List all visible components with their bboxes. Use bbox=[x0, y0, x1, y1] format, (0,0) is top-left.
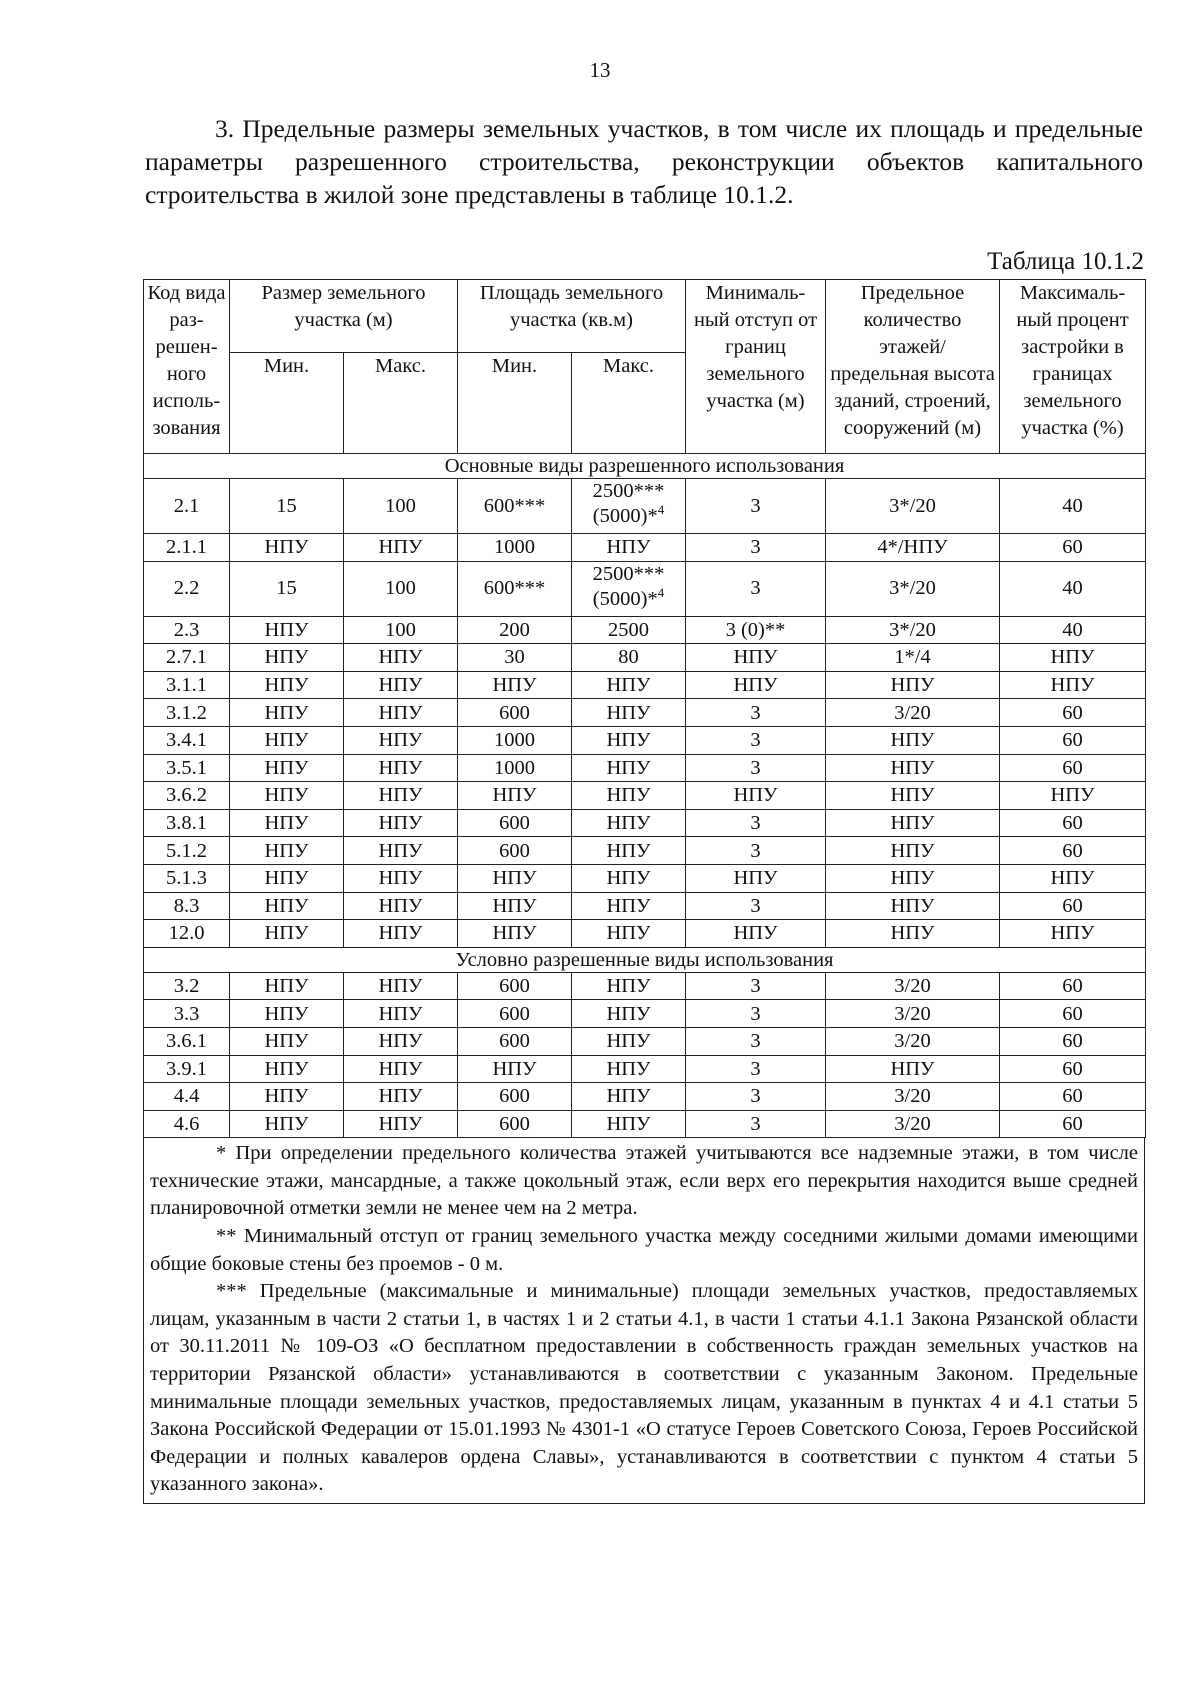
table-row bbox=[144, 864, 1146, 892]
cell-area-max: НПУ bbox=[572, 1083, 686, 1111]
cell-coverage: НПУ bbox=[1000, 671, 1146, 699]
cell-area-max: НПУ bbox=[572, 534, 686, 562]
footnote-setback: ** Минимальный отступ от границ земельного участка между соседними жилыми домами имеющими общие боковые стены без проемов - 0 м. bbox=[150, 1225, 1138, 1275]
cell-area-max: НПУ bbox=[572, 864, 686, 892]
cell-code: 3.1.1 bbox=[144, 671, 230, 699]
cell-area-min: 30 bbox=[458, 644, 572, 672]
cell-floors: 3*/20 bbox=[826, 616, 1000, 644]
table-row bbox=[144, 534, 1146, 562]
cell-area-min: 600*** bbox=[458, 561, 572, 616]
cell-setback: 3 bbox=[686, 972, 826, 1000]
cell-setback: 3 bbox=[686, 561, 826, 616]
cell-setback: 3 bbox=[686, 1110, 826, 1138]
cell-code: 3.4.1 bbox=[144, 726, 230, 754]
cell-size-max: НПУ bbox=[344, 837, 458, 865]
table-row bbox=[144, 972, 1146, 1000]
cell-code: 12.0 bbox=[144, 920, 230, 948]
cell-area-min: 600*** bbox=[458, 479, 572, 534]
cell-code: 4.6 bbox=[144, 1110, 230, 1138]
cell-setback: НПУ bbox=[686, 864, 826, 892]
cell-size-min: НПУ bbox=[230, 782, 344, 810]
cell-area-min: 600 bbox=[458, 837, 572, 865]
cell-code: 3.6.2 bbox=[144, 782, 230, 810]
table-caption: Таблица 10.1.2 bbox=[987, 248, 1144, 275]
footnote-mark: 4 bbox=[657, 584, 665, 600]
cell-size-max: 100 bbox=[344, 561, 458, 616]
cell-code: 3.8.1 bbox=[144, 809, 230, 837]
header-size: Размер земельного участка (м) bbox=[230, 280, 458, 353]
table-row bbox=[144, 920, 1146, 948]
cell-code: 3.3 bbox=[144, 1000, 230, 1028]
cell-coverage: 60 bbox=[1000, 699, 1146, 727]
table-row bbox=[144, 671, 1146, 699]
cell-area-min: 600 bbox=[458, 1083, 572, 1111]
header-size-min: Мин. bbox=[230, 353, 344, 454]
cell-area-max: 80 bbox=[572, 644, 686, 672]
cell-floors: НПУ bbox=[826, 671, 1000, 699]
cell-setback: 3 bbox=[686, 809, 826, 837]
table-row bbox=[144, 809, 1146, 837]
table-row bbox=[144, 837, 1146, 865]
cell-size-max: НПУ bbox=[344, 1000, 458, 1028]
cell-area-max: НПУ bbox=[572, 1000, 686, 1028]
cell-code: 2.3 bbox=[144, 616, 230, 644]
cell-floors: 3/20 bbox=[826, 1000, 1000, 1028]
cell-setback: НПУ bbox=[686, 920, 826, 948]
cell-floors: 3/20 bbox=[826, 1110, 1000, 1138]
cell-setback: 3 bbox=[686, 699, 826, 727]
cell-coverage: 60 bbox=[1000, 1027, 1146, 1055]
cell-coverage: 60 bbox=[1000, 1055, 1146, 1083]
cell-size-max: НПУ bbox=[344, 864, 458, 892]
table-row bbox=[144, 726, 1146, 754]
cell-floors: НПУ bbox=[826, 782, 1000, 810]
cell-size-max: НПУ bbox=[344, 1027, 458, 1055]
cell-setback: 3 bbox=[686, 754, 826, 782]
cell-code: 2.2 bbox=[144, 561, 230, 616]
cell-floors: НПУ bbox=[826, 809, 1000, 837]
table-row bbox=[144, 1055, 1146, 1083]
header-area-max: Макс. bbox=[572, 353, 686, 454]
cell-area-max: НПУ bbox=[572, 1110, 686, 1138]
cell-size-min: НПУ bbox=[230, 864, 344, 892]
cell-area-max: 2500 bbox=[572, 616, 686, 644]
cell-area-max-alt bbox=[574, 504, 683, 529]
cell-floors: НПУ bbox=[826, 920, 1000, 948]
cell-coverage: 40 bbox=[1000, 561, 1146, 616]
cell-floors: НПУ bbox=[826, 864, 1000, 892]
cell-size-min: НПУ bbox=[230, 1083, 344, 1111]
cell-setback: НПУ bbox=[686, 782, 826, 810]
cell-area-min: НПУ bbox=[458, 892, 572, 920]
footnote-mark: 4 bbox=[657, 502, 665, 518]
cell-coverage: 60 bbox=[1000, 809, 1146, 837]
header-floors: Предельное количество этажей/ предельная высота зданий, строений, сооружений (м) bbox=[826, 280, 1000, 454]
cell-area-min: 600 bbox=[458, 1027, 572, 1055]
header-size-max: Макс. bbox=[344, 353, 458, 454]
cell-size-max: НПУ bbox=[344, 671, 458, 699]
cell-code: 2.7.1 bbox=[144, 644, 230, 672]
cell-coverage: НПУ bbox=[1000, 920, 1146, 948]
table-row bbox=[144, 892, 1146, 920]
cell-area-max-alt bbox=[574, 584, 683, 612]
cell-area-min: 200 bbox=[458, 616, 572, 644]
cell-area-max: НПУ bbox=[572, 1027, 686, 1055]
table-row bbox=[144, 561, 1146, 616]
table-body bbox=[144, 454, 1146, 1138]
cell-size-max: 100 bbox=[344, 616, 458, 644]
cell-area-min: НПУ bbox=[458, 782, 572, 810]
cell-area-max-alt-value: (5000)* bbox=[592, 505, 658, 527]
cell-code: 3.5.1 bbox=[144, 754, 230, 782]
cell-size-max: НПУ bbox=[344, 644, 458, 672]
cell-code: 3.6.1 bbox=[144, 1027, 230, 1055]
cell-size-min: НПУ bbox=[230, 1027, 344, 1055]
page-number: 13 bbox=[589, 58, 611, 82]
cell-code: 2.1 bbox=[144, 479, 230, 534]
cell-size-max: НПУ bbox=[344, 892, 458, 920]
cell-coverage: 60 bbox=[1000, 892, 1146, 920]
cell-setback: 3 bbox=[686, 534, 826, 562]
cell-size-min: НПУ bbox=[230, 671, 344, 699]
header-area-min: Мин. bbox=[458, 353, 572, 454]
cell-coverage: 60 bbox=[1000, 754, 1146, 782]
cell-coverage: 60 bbox=[1000, 1000, 1146, 1028]
header-setback: Минималь-ный отступ от границ земельного участка (м) bbox=[686, 280, 826, 454]
cell-coverage: НПУ bbox=[1000, 782, 1146, 810]
cell-code: 4.4 bbox=[144, 1083, 230, 1111]
cell-coverage: НПУ bbox=[1000, 644, 1146, 672]
cell-area-max: НПУ bbox=[572, 837, 686, 865]
cell-setback: НПУ bbox=[686, 644, 826, 672]
cell-size-max: НПУ bbox=[344, 920, 458, 948]
cell-size-min: НПУ bbox=[230, 1055, 344, 1083]
cell-floors: 1*/4 bbox=[826, 644, 1000, 672]
cell-size-max: НПУ bbox=[344, 699, 458, 727]
cell-area-min: 600 bbox=[458, 699, 572, 727]
cell-size-min: НПУ bbox=[230, 534, 344, 562]
cell-size-min: НПУ bbox=[230, 892, 344, 920]
intro-paragraph: 3. Предельные размеры земельных участков, в том числе их площадь и предельные параметры разрешенного строительства, реконструкции объектов капитального строительства в жилой зоне представлены в таблице 10.1.2. bbox=[145, 114, 1143, 209]
cell-area-max: НПУ bbox=[572, 972, 686, 1000]
cell-setback: 3 bbox=[686, 892, 826, 920]
cell-area-min: 600 bbox=[458, 1000, 572, 1028]
cell-code: 3.9.1 bbox=[144, 1055, 230, 1083]
cell-size-min: НПУ bbox=[230, 699, 344, 727]
table-row bbox=[144, 782, 1146, 810]
cell-area-min: НПУ bbox=[458, 1055, 572, 1083]
cell-floors: НПУ bbox=[826, 726, 1000, 754]
cell-coverage: 60 bbox=[1000, 726, 1146, 754]
cell-area-min: 600 bbox=[458, 1110, 572, 1138]
cell-size-min: НПУ bbox=[230, 644, 344, 672]
table-row bbox=[144, 1083, 1146, 1111]
table-row bbox=[144, 1000, 1146, 1028]
cell-floors: НПУ bbox=[826, 754, 1000, 782]
cell-area-max bbox=[572, 479, 686, 534]
footnotes bbox=[143, 1138, 1145, 1504]
cell-area-max: НПУ bbox=[572, 754, 686, 782]
cell-floors: 3/20 bbox=[826, 972, 1000, 1000]
cell-setback: 3 bbox=[686, 837, 826, 865]
cell-size-max: НПУ bbox=[344, 754, 458, 782]
cell-setback: 3 bbox=[686, 1027, 826, 1055]
cell-coverage: 60 bbox=[1000, 972, 1146, 1000]
cell-coverage: 60 bbox=[1000, 837, 1146, 865]
cell-code: 8.3 bbox=[144, 892, 230, 920]
cell-size-max: НПУ bbox=[344, 782, 458, 810]
cell-area-min: 600 bbox=[458, 809, 572, 837]
cell-coverage: 60 bbox=[1000, 1083, 1146, 1111]
cell-size-max: НПУ bbox=[344, 972, 458, 1000]
cell-setback: 3 bbox=[686, 1055, 826, 1083]
cell-area-max: НПУ bbox=[572, 892, 686, 920]
cell-size-max: НПУ bbox=[344, 809, 458, 837]
cell-code: 5.1.2 bbox=[144, 837, 230, 865]
cell-area-max: НПУ bbox=[572, 726, 686, 754]
header-coverage: Максималь-ный процент застройки в границах земельного участка (%) bbox=[1000, 280, 1146, 454]
table-row bbox=[144, 644, 1146, 672]
cell-area-max: НПУ bbox=[572, 782, 686, 810]
cell-size-min: НПУ bbox=[230, 809, 344, 837]
cell-area-max: НПУ bbox=[572, 920, 686, 948]
cell-floors: 3/20 bbox=[826, 1027, 1000, 1055]
cell-size-max: НПУ bbox=[344, 1110, 458, 1138]
cell-size-min: 15 bbox=[230, 479, 344, 534]
table-row bbox=[144, 699, 1146, 727]
cell-area-min: НПУ bbox=[458, 920, 572, 948]
cell-size-min: 15 bbox=[230, 561, 344, 616]
section-title: Условно разрешенные виды использования bbox=[144, 947, 1146, 972]
cell-floors: 3/20 bbox=[826, 699, 1000, 727]
cell-size-max: 100 bbox=[344, 479, 458, 534]
footnote-area: *** Предельные (максимальные и минимальные) площади земельных участков, предоставляемых лицам, указанным в части 2 статьи 1, в частях 1 и 2 статьи 4.1, в части 1 статьи 4.1.1 Закона Рязанской области от 30.11.2011 № 109-ОЗ «О бесплатном предоставлении в собственность граждан земельных участков на территории Рязанской области» устанавливаются в соответствии с указанным Законом. Предельные минимальные площади земельных участков, предоставляемых лицам, указанным в пунктах 4 и 4.1 статьи 5 Закона Российской Федерации от 15.01.1993 № 4301-1 «О статусе Героев Советского Союза, Героев Российской Федерации и полных кавалеров ордена Славы», устанавливаются в соответствии с пунктом 4 статьи 5 указанного закона». bbox=[150, 1280, 1138, 1496]
table-row bbox=[144, 754, 1146, 782]
cell-area-max: НПУ bbox=[572, 671, 686, 699]
cell-area-min: 1000 bbox=[458, 534, 572, 562]
cell-area-max-value: 2500*** bbox=[592, 480, 665, 502]
cell-floors: НПУ bbox=[826, 837, 1000, 865]
cell-area-min: 600 bbox=[458, 972, 572, 1000]
cell-setback: 3 (0)** bbox=[686, 616, 826, 644]
cell-code: 3.2 bbox=[144, 972, 230, 1000]
cell-area-max: НПУ bbox=[572, 809, 686, 837]
table-row bbox=[144, 1110, 1146, 1138]
parameters-table bbox=[143, 279, 1146, 1138]
cell-size-min: НПУ bbox=[230, 1110, 344, 1138]
cell-area-min: НПУ bbox=[458, 864, 572, 892]
cell-coverage: 40 bbox=[1000, 616, 1146, 644]
cell-floors: 3/20 bbox=[826, 1083, 1000, 1111]
cell-coverage: НПУ bbox=[1000, 864, 1146, 892]
cell-area-min: 1000 bbox=[458, 726, 572, 754]
cell-code: 3.1.2 bbox=[144, 699, 230, 727]
table-row bbox=[144, 479, 1146, 534]
cell-area-max-alt-value: (5000)* bbox=[592, 587, 658, 610]
cell-setback: 3 bbox=[686, 726, 826, 754]
cell-size-min: НПУ bbox=[230, 1000, 344, 1028]
cell-area-min: НПУ bbox=[458, 671, 572, 699]
cell-size-min: НПУ bbox=[230, 726, 344, 754]
cell-area-max: НПУ bbox=[572, 699, 686, 727]
cell-size-min: НПУ bbox=[230, 920, 344, 948]
cell-setback: НПУ bbox=[686, 671, 826, 699]
cell-size-max: НПУ bbox=[344, 534, 458, 562]
footnote-floors: * При определении предельного количества этажей учитываются все надземные этажи, в том числе технические этажи, мансардные, а также цокольный этаж, если верх его перекрытия находится выше средней планировочной отметки земли не менее чем на 2 метра. bbox=[150, 1142, 1138, 1220]
cell-floors: НПУ bbox=[826, 892, 1000, 920]
cell-setback: 3 bbox=[686, 1000, 826, 1028]
cell-floors: 3*/20 bbox=[826, 479, 1000, 534]
cell-coverage: 60 bbox=[1000, 1110, 1146, 1138]
section-title: Основные виды разрешенного использования bbox=[144, 454, 1146, 479]
header-code: Код вида раз-решен-ного исполь-зования bbox=[144, 280, 230, 454]
cell-size-min: НПУ bbox=[230, 754, 344, 782]
cell-floors: 4*/НПУ bbox=[826, 534, 1000, 562]
table-row bbox=[144, 1027, 1146, 1055]
cell-area-max: НПУ bbox=[572, 1055, 686, 1083]
cell-size-min: НПУ bbox=[230, 837, 344, 865]
table-row bbox=[144, 616, 1146, 644]
cell-size-min: НПУ bbox=[230, 616, 344, 644]
cell-size-max: НПУ bbox=[344, 1055, 458, 1083]
cell-code: 5.1.3 bbox=[144, 864, 230, 892]
cell-area-max bbox=[572, 561, 686, 616]
table-container bbox=[143, 279, 1145, 1504]
cell-coverage: 60 bbox=[1000, 534, 1146, 562]
cell-coverage: 40 bbox=[1000, 479, 1146, 534]
cell-size-min: НПУ bbox=[230, 972, 344, 1000]
cell-size-max: НПУ bbox=[344, 1083, 458, 1111]
cell-size-max: НПУ bbox=[344, 726, 458, 754]
cell-area-max-value: 2500*** bbox=[592, 562, 665, 585]
cell-setback: 3 bbox=[686, 1083, 826, 1111]
cell-code: 2.1.1 bbox=[144, 534, 230, 562]
cell-floors: НПУ bbox=[826, 1055, 1000, 1083]
cell-floors: 3*/20 bbox=[826, 561, 1000, 616]
cell-area-min: 1000 bbox=[458, 754, 572, 782]
cell-setback: 3 bbox=[686, 479, 826, 534]
header-area: Площадь земельного участка (кв.м) bbox=[458, 280, 686, 353]
